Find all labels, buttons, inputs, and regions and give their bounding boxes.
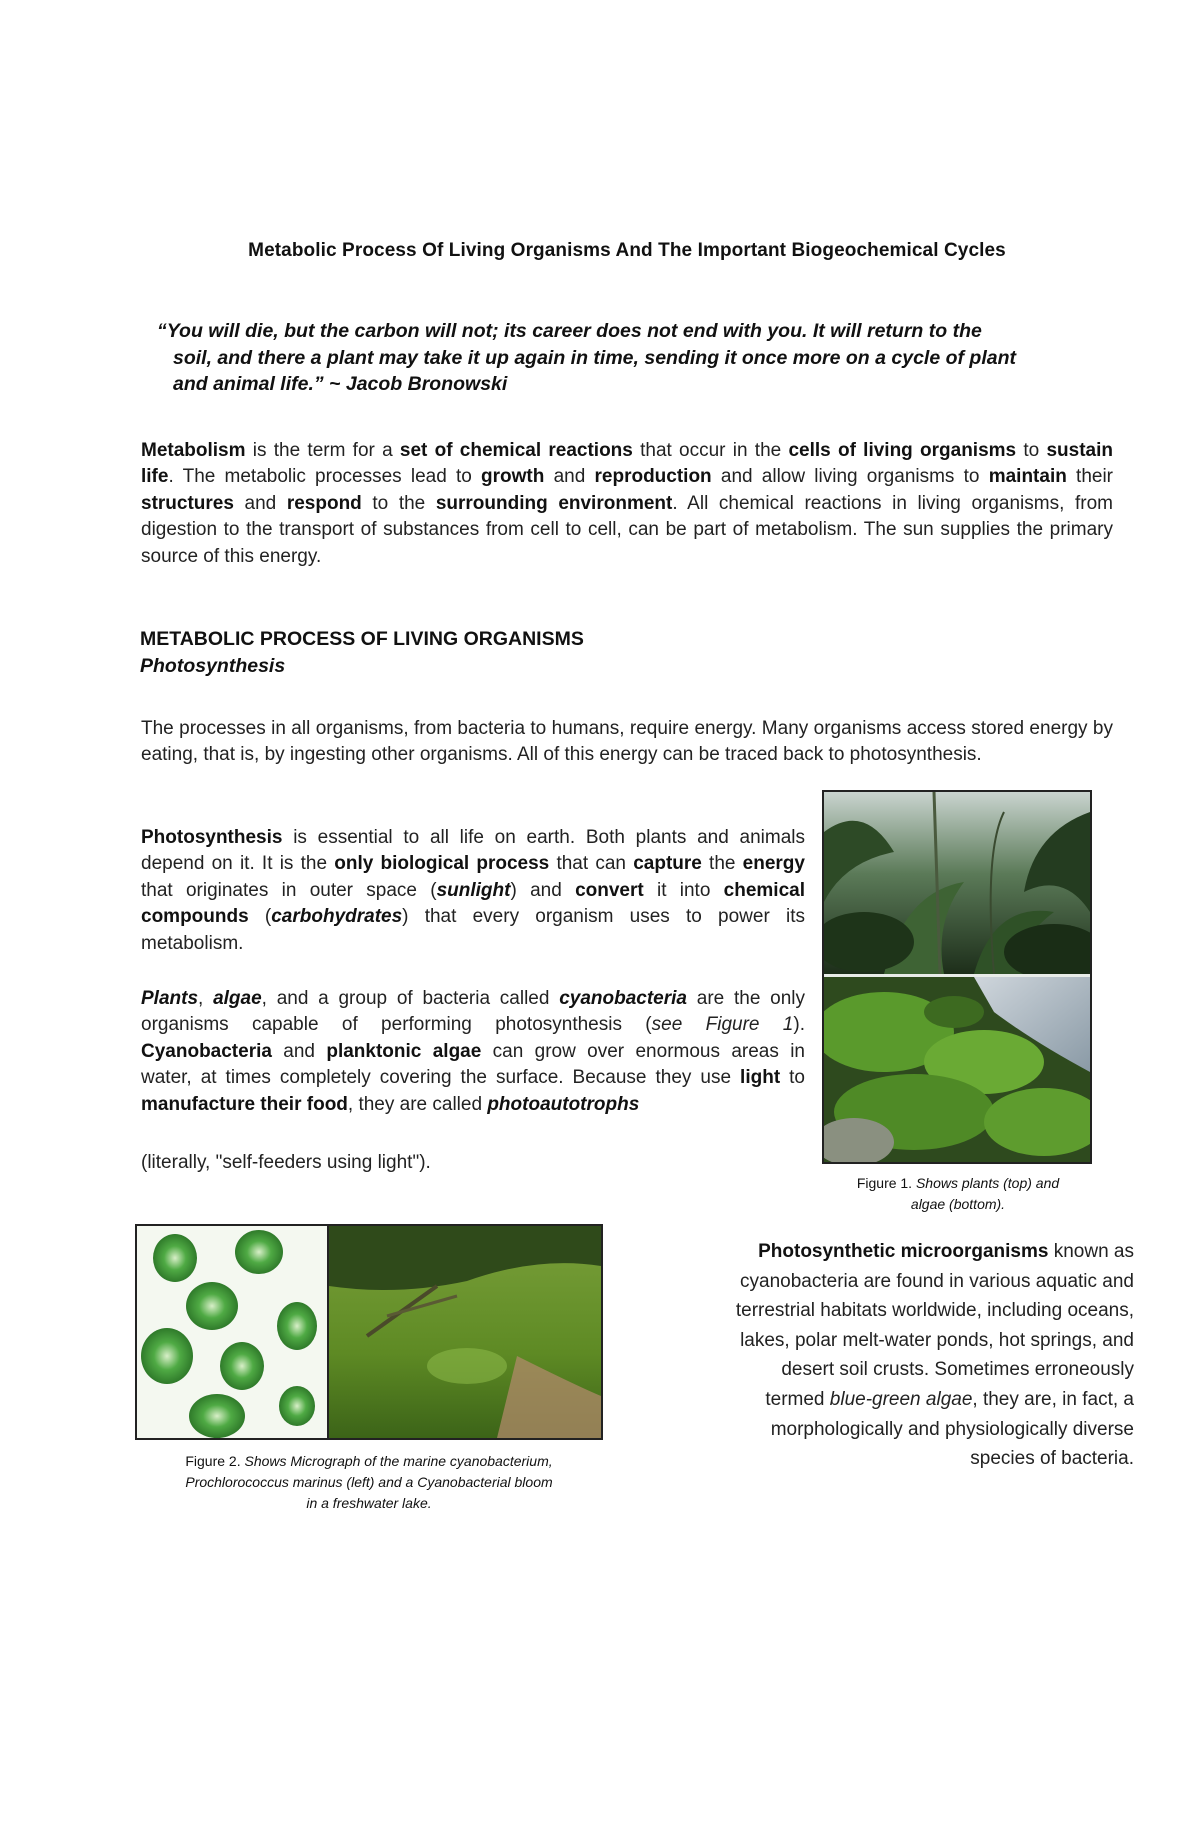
quote-line-1: “You will die, but the carbon will not; its career does not end with you. It will return to the bbox=[157, 320, 982, 342]
document-title: Metabolic Process Of Living Organisms And The Important Biogeochemical Cycles bbox=[248, 240, 1006, 261]
quote-line-3: and animal life.” ~ Jacob Bronowski bbox=[173, 373, 508, 395]
metabolism-paragraph: Metabolism is the term for a set of chemical reactions that occur in the cells of living organisms to sustain life. The metabolic processes lead to growth and reproduction and allow living organisms to maintain their structures and respond to the surrounding environment. All chemical reactions in living organisms, from digestion to the transport of substances from cell to cell, can be part of metabolism. The sun supplies the primary source of this energy. bbox=[141, 440, 1114, 567]
figure-2-image bbox=[135, 1224, 603, 1440]
microorganisms-paragraph: Photosynthetic microorganisms known as cyanobacteria are found in various aquatic and terrestrial habitats worldwide, including oceans, lakes, polar melt-water ponds, hot springs, and desert soil crusts. Sometimes erroneously termed blue-green algae, they are, in fact, a morphologically and physiologically diverse species of bacteria. bbox=[735, 1241, 1134, 1470]
processes-paragraph: The processes in all organisms, from bacteria to humans, require energy. Many organisms access stored energy by eating, that is, by ingesting other organisms. All of this energy can be traced back to photosynthesis. bbox=[141, 718, 1113, 766]
quote-line-2: soil, and there a plant may take it up again in time, sending it once more on a cycle of plant bbox=[173, 346, 1017, 369]
literally-note: (literally, "self-feeders using light"). bbox=[141, 1152, 431, 1173]
figure-2-illustration bbox=[137, 1226, 601, 1438]
photosynthesis-paragraph: Photosynthesis is essential to all life on earth. Both plants and animals depend on it. It is the only biological process that can capture the energy that originates in outer space (sunlight) and convert it into chemical compounds (carbohydrates) that every organism uses to power its metabolism. bbox=[141, 827, 805, 954]
figure-1-caption: Figure 1. Shows plants (top) and algae (bottom). bbox=[856, 1175, 1060, 1212]
bronowski-quote bbox=[157, 318, 1115, 398]
plants-paragraph: Plants, algae, and a group of bacteria called cyanobacteria are the only organisms capable of performing photosynthesis (see Figure 1). Cyanobacteria and planktonic algae can grow over enormous areas in water, at times completely covering the surface. Because they use light to manufacture their food, they are called photoautotrophs bbox=[141, 988, 806, 1115]
figure-1-image bbox=[822, 790, 1092, 1164]
subheading-photosynthesis: Photosynthesis bbox=[140, 655, 286, 677]
term-metabolism: Metabolism bbox=[141, 440, 246, 461]
figure-2-caption: Figure 2. Shows Micrograph of the marine cyanobacterium, Prochlorococcus marinus (left) and a Cyanobacterial bloom in a freshwater lake. bbox=[185, 1453, 553, 1511]
term-chemical-reactions: set of chemical reactions bbox=[399, 440, 633, 461]
section-heading: METABOLIC PROCESS OF LIVING ORGANISMS bbox=[140, 628, 584, 650]
figure-1-illustration bbox=[824, 792, 1090, 1162]
